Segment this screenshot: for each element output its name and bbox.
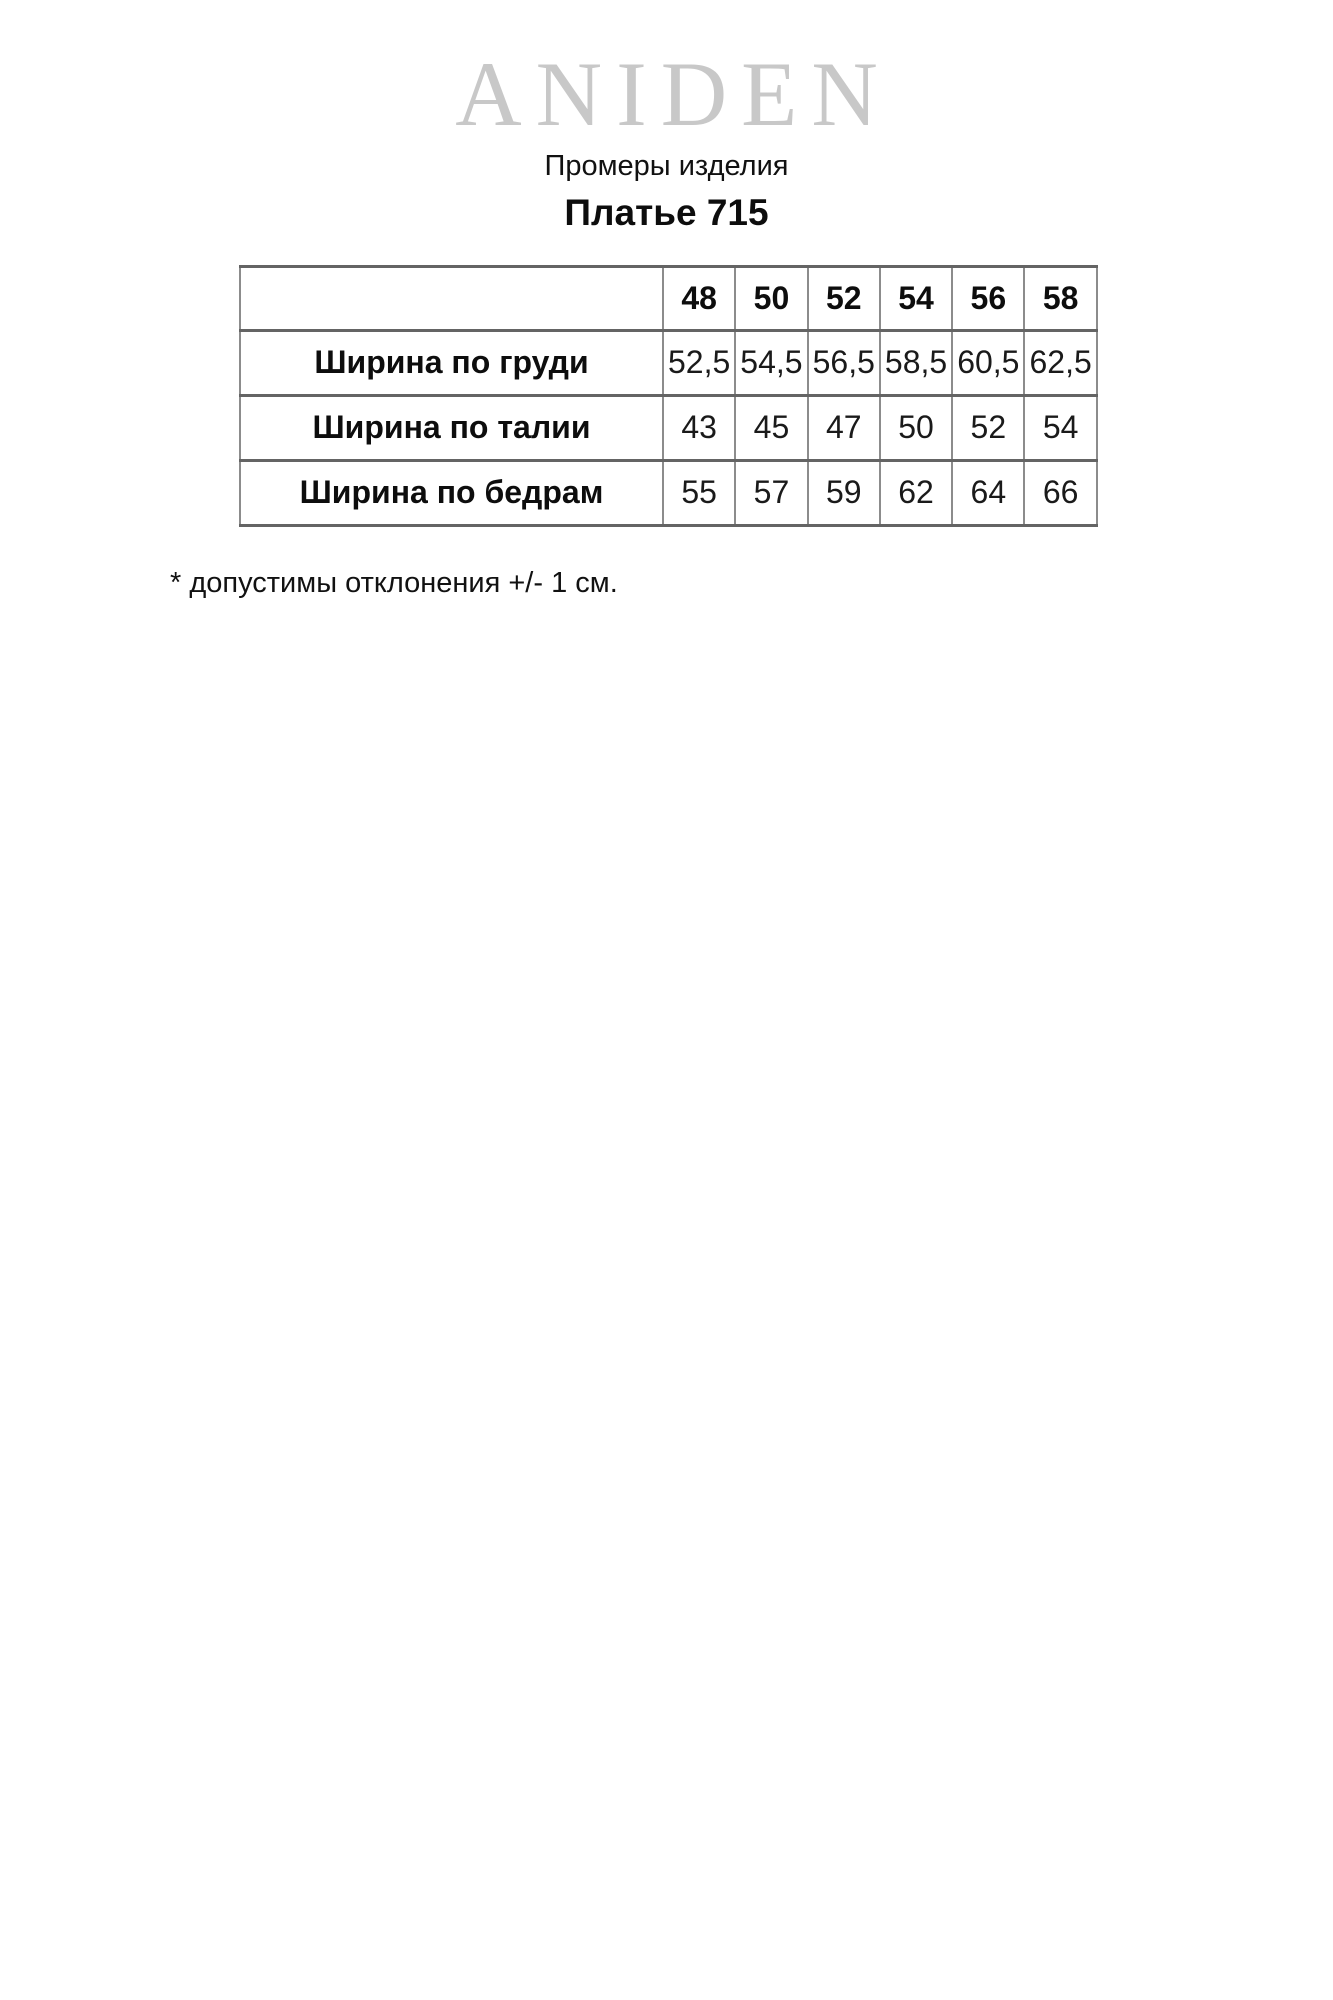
measurement-value: 56,5 [808,331,880,396]
measurement-value: 52,5 [663,331,735,396]
product-title: Платье 715 [564,192,769,233]
table-row [240,396,1097,461]
measurement-value: 50 [880,396,952,461]
measurement-value: 64 [952,461,1024,526]
measurement-value: 43 [663,396,735,461]
size-table-head [240,267,1097,331]
measurement-label: Ширина по талии [240,396,663,461]
measurement-value: 55 [663,461,735,526]
size-column-header: 52 [808,267,880,331]
size-header-row [240,267,1097,331]
size-column-header: 56 [952,267,1024,331]
measurement-value: 62 [880,461,952,526]
size-table-body [240,331,1097,526]
table-row [240,331,1097,396]
size-column-header: 54 [880,267,952,331]
tolerance-footnote: * допустимы отклонения +/- 1 см. [170,567,618,599]
measurement-value: 62,5 [1024,331,1096,396]
measurement-label: Ширина по бедрам [240,461,663,526]
corner-empty-cell [240,267,663,331]
size-column-header: 50 [735,267,807,331]
measurement-value: 54,5 [735,331,807,396]
measurement-value: 66 [1024,461,1096,526]
size-column-header: 58 [1024,267,1096,331]
measurement-value: 59 [808,461,880,526]
measurement-value: 54 [1024,396,1096,461]
measurement-value: 57 [735,461,807,526]
measurement-value: 45 [735,396,807,461]
measurement-label: Ширина по груди [240,331,663,396]
table-row [240,461,1097,526]
brand-logo: ANIDEN [455,43,892,145]
measurement-value: 60,5 [952,331,1024,396]
measurement-value: 58,5 [880,331,952,396]
size-column-header: 48 [663,267,735,331]
size-table [239,265,1098,527]
document-subtitle: Промеры изделия [544,150,789,182]
measurement-value: 47 [808,396,880,461]
measurement-value: 52 [952,396,1024,461]
